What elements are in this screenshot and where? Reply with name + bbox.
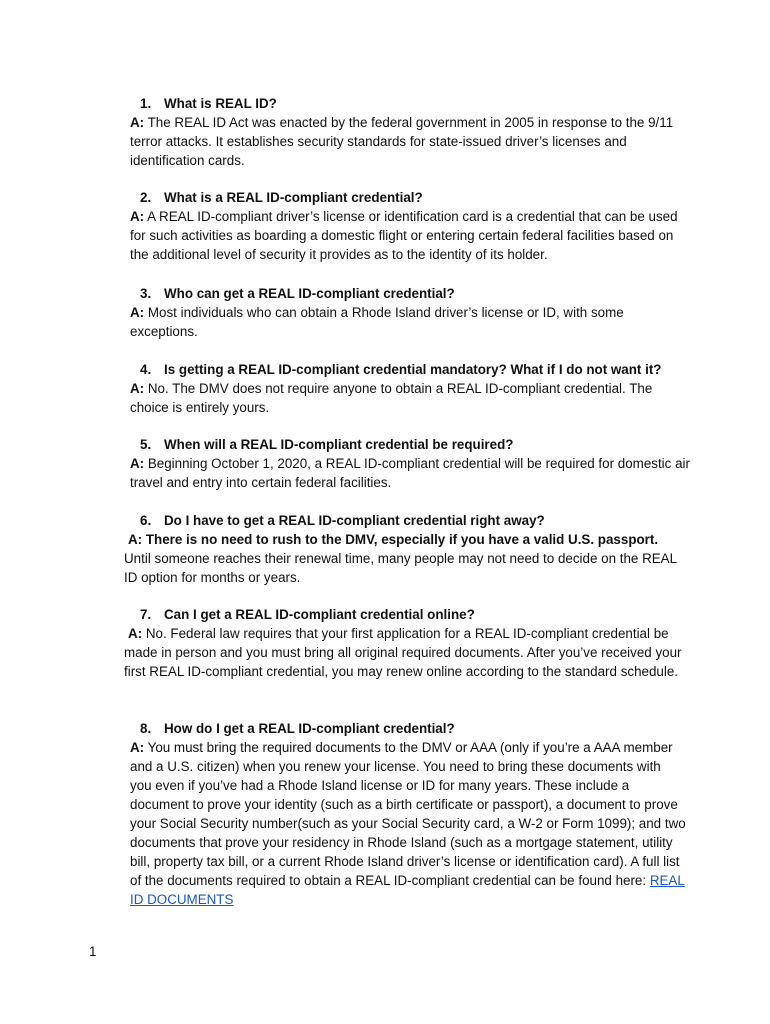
faq-answer-7	[124, 624, 690, 681]
faq-number-4: 4.	[140, 362, 152, 377]
faq-answer-3	[130, 303, 690, 341]
faq-number-8: 8.	[140, 721, 152, 736]
faq-question-text-4: Is getting a REAL ID-compliant credential mandatory? What if I do not want it?	[164, 362, 662, 377]
faq-number-2: 2.	[140, 190, 152, 205]
faq-question-1	[140, 94, 690, 113]
faq-number-1: 1.	[140, 96, 152, 111]
answer-label: A:	[130, 209, 145, 224]
faq-item-8	[130, 719, 686, 909]
real-id-documents-link[interactable]: REAL ID DOCUMENTS	[130, 873, 685, 907]
faq-item-1	[130, 94, 690, 170]
faq-item-3	[130, 284, 690, 341]
faq-answer-text-3: Most individuals who can obtain a Rhode Island driver’s license or ID, with some exceptions.	[130, 305, 624, 339]
answer-label: A:	[130, 115, 145, 130]
faq-question-text-2: What is a REAL ID-compliant credential?	[164, 190, 423, 205]
faq-question-text-3: Who can get a REAL ID-compliant credential?	[164, 286, 455, 301]
faq-question-text-8: How do I get a REAL ID-compliant credential?	[164, 721, 455, 736]
faq-number-3: 3.	[140, 286, 152, 301]
faq-item-5	[130, 435, 690, 492]
faq-question-text-6: Do I have to get a REAL ID-compliant credential right away?	[164, 513, 545, 528]
faq-answer-text-4: No. The DMV does not require anyone to obtain a REAL ID-compliant credential. The choice is entirely yours.	[130, 381, 653, 415]
answer-label: A:	[128, 532, 143, 547]
faq-answer-2	[130, 207, 690, 264]
faq-answer-4	[130, 379, 690, 417]
faq-question-6	[140, 511, 690, 530]
faq-answer-text-6: Until someone reaches their renewal time, many people may not need to decide on the REAL ID option for months or years.	[124, 551, 677, 585]
faq-answer-text-2: A REAL ID-compliant driver’s license or identification card is a credential that can be used for such activities as boarding a domestic flight or entering certain federal facilities based on the additional level of security it provides as to the identity of its holder.	[130, 209, 678, 262]
faq-question-text-5: When will a REAL ID-compliant credential be required?	[164, 437, 514, 452]
faq-number-7: 7.	[140, 607, 152, 622]
faq-answer-1	[130, 113, 690, 170]
faq-item-6	[124, 511, 690, 587]
answer-label: A:	[130, 381, 145, 396]
faq-question-7	[140, 605, 690, 624]
faq-question-8	[140, 719, 686, 738]
faq-answer-6	[124, 530, 690, 587]
faq-answer-text-1: The REAL ID Act was enacted by the federal government in 2005 in response to the 9/11 terror attacks. It establishes security standards for state-issued driver’s licenses and identification cards.	[130, 115, 674, 168]
faq-question-text-1: What is REAL ID?	[164, 96, 277, 111]
faq-item-7	[124, 605, 690, 681]
answer-label: A:	[130, 456, 145, 471]
faq-answer-text-5: Beginning October 1, 2020, a REAL ID-compliant credential will be required for domestic air travel and entry into certain federal facilities.	[130, 456, 690, 490]
faq-question-5	[140, 435, 690, 454]
faq-question-2	[140, 188, 690, 207]
faq-answer-bold-6: There is no need to rush to the DMV, especially if you have a valid U.S. passport.	[142, 532, 659, 547]
answer-label: A:	[130, 305, 145, 320]
faq-item-4	[130, 360, 690, 417]
faq-number-6: 6.	[140, 513, 152, 528]
page-number: 1	[89, 944, 97, 959]
faq-question-3	[140, 284, 690, 303]
faq-answer-text-8: You must bring the required documents to the DMV or AAA (only if you’re a AAA member and a U.S. citizen) when you renew your license. You need to bring these documents with you even if you’ve had a Rhode Island license or ID for many years. These include a document to prove your identity (such as a birth certificate or passport), a document to prove your Social Security number(such as your Social Security card, a W-2 or Form 1099); and two documents that prove your residency in Rhode Island (such as a mortgage statement, utility bill, property tax bill, or a current Rhode Island driver’s license or identification card). A full list of the documents required to obtain a REAL ID-compliant credential can be found here:	[130, 740, 686, 888]
faq-item-2	[130, 188, 690, 264]
faq-answer-5	[130, 454, 690, 492]
faq-answer-8	[130, 738, 686, 909]
answer-label: A:	[128, 626, 143, 641]
faq-question-4	[140, 360, 690, 379]
faq-answer-text-7: No. Federal law requires that your first application for a REAL ID-compliant credential be made in person and you must bring all original required documents. After you’ve received your first REAL ID-compliant credential, you may renew online according to the standard schedule.	[124, 626, 682, 679]
faq-question-text-7: Can I get a REAL ID-compliant credential online?	[164, 607, 475, 622]
answer-label: A:	[130, 740, 145, 755]
faq-number-5: 5.	[140, 437, 152, 452]
